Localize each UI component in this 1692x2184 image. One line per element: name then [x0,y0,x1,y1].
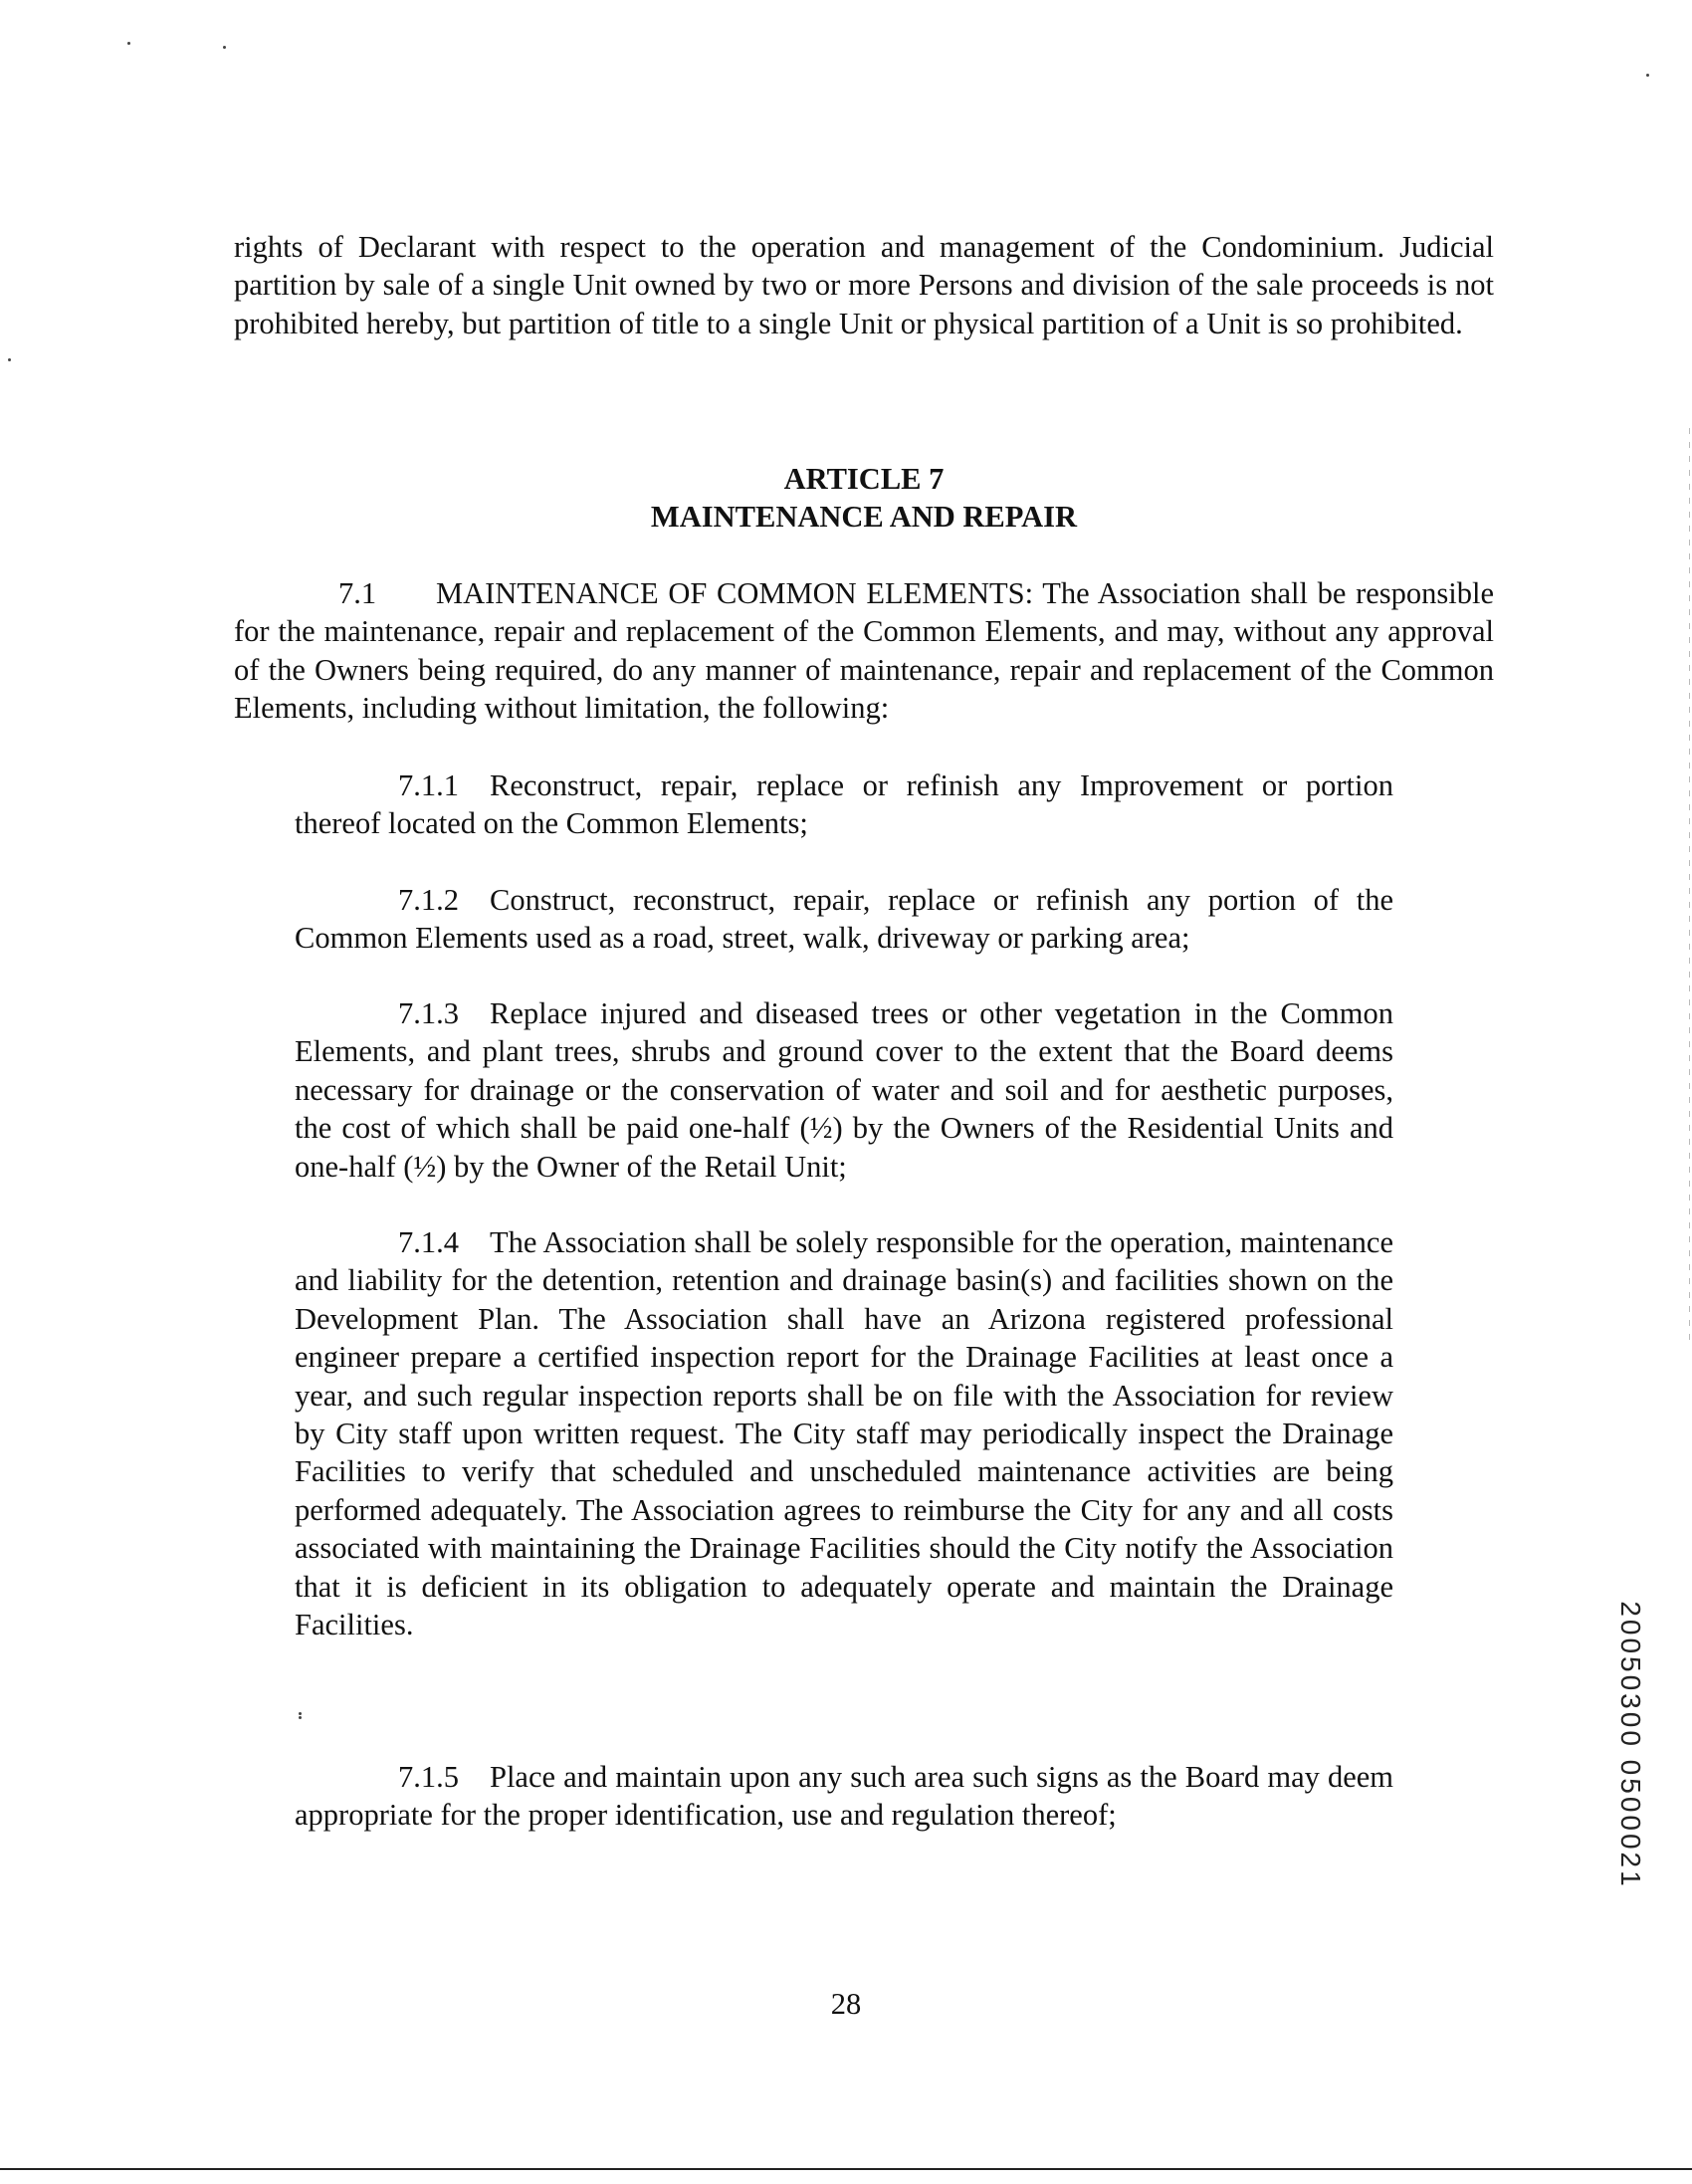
stray-mark [299,1716,302,1719]
subsection-text: Reconstruct, repair, replace or refinish any Improvement or portion thereof located on the Common Elements; [295,768,1393,841]
subsection-7-1-4 [295,1223,1393,1643]
scan-speck [127,42,130,45]
article-title: MAINTENANCE AND REPAIR [650,500,1078,534]
subsection-text: The Association shall be solely responsible for the operation, maintenance and liability for the detention, retention and drainage basin(s) and facilities shown on the Development Plan. The Association shall have an Arizona registered professional engineer prepare a certified inspection report for the Drainage Facilities at least once a year, and such regular inspection reports shall be on file with the Association for review by City staff upon written request. The City staff may periodically inspect the Drainage Facilities to verify that scheduled and unscheduled maintenance activities are being performed adequately. The Association agrees to reimburse the City for any and all costs associated with maintaining the Drainage Facilities should the City notify the Association that it is deficient in its obligation to adequately operate and maintain the Drainage Facilities. [295,1225,1393,1642]
recording-number: 20050300 0500021 [1615,1601,1646,1889]
section-number: 7.1 [338,576,377,610]
subsection-number: 7.1.1 [398,768,459,802]
scan-edge-line [1689,428,1690,1344]
subsection-7-1-3 [295,994,1393,1186]
subsection-7-1-1 [295,766,1393,843]
scan-speck [8,358,11,361]
section-text: MAINTENANCE OF COMMON ELEMENTS: The Association shall be responsible for the maintenance, repair and replacement of the Common Elements, and may, without any approval of the Owners being required, do any manner of maintenance, repair and replacement of the Common Elements, including without limitation, the following: [234,576,1494,726]
subsection-text: Replace injured and diseased trees or other vegetation in the Common Elements, and plant trees, shrubs and ground cover to the extent that the Board deems necessary for drainage or the conservation of water and soil and for aesthetic purposes, the cost of which shall be paid one-half (½) by the Owners of the Residential Units and one-half (½) by the Owner of the Retail Unit; [295,996,1393,1184]
article-heading: ARTICLE 7 [783,462,945,496]
scan-speck [1646,74,1649,77]
subsection-number: 7.1.3 [398,996,459,1030]
subsection-number: 7.1.2 [398,883,459,917]
scan-speck [223,46,226,49]
subsection-7-1-2 [295,881,1393,958]
section-7-1 [234,574,1494,728]
subsection-number: 7.1.4 [398,1225,459,1259]
subsection-text: Place and maintain upon any such area such signs as the Board may deem appropriate for the proper identification, use and regulation thereof; [295,1760,1393,1833]
recording-stamp [1612,1601,1648,1889]
page-number: 28 [830,1987,862,2021]
subsection-number: 7.1.5 [398,1760,459,1794]
scan-speck [299,1712,302,1715]
intro-paragraph: rights of Declarant with respect to the operation and management of the Condominium. Judicial partition by sale of a single Unit owned by two or more Persons and division of the sale proceeds is not prohibited hereby, but partition of title to a single Unit or physical partition of a Unit is so prohibited. [234,230,1494,340]
scan-bottom-edge [0,2168,1692,2170]
subsection-text: Construct, reconstruct, repair, replace or refinish any portion of the Common Elements used as a road, street, walk, driveway or parking area; [295,883,1393,956]
subsection-7-1-5 [295,1758,1393,1835]
